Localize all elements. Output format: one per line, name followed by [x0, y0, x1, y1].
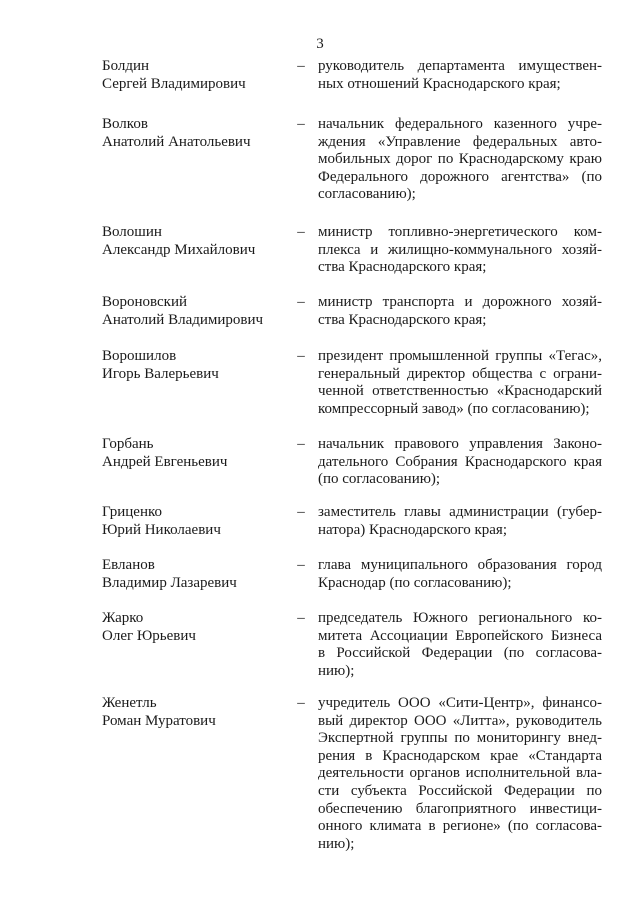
position-description	[318, 504, 602, 539]
given-names: Владимир Лазаревич	[102, 574, 237, 591]
description-line: в Российской Федерации (по согласова-	[318, 645, 602, 662]
position-description	[318, 436, 602, 489]
given-names: Игорь Валерьевич	[102, 365, 219, 382]
description-line: глава муниципального образования город	[318, 557, 602, 573]
person-name	[102, 436, 282, 471]
description-line: онного климата в регионе» (по согласова-	[318, 818, 602, 835]
surname: Жарко	[102, 610, 144, 626]
given-names: Александр Михайлович	[102, 241, 256, 258]
description-line: министр транспорта и дорожного хозяй-	[318, 294, 602, 310]
person-name	[102, 610, 282, 645]
list-item	[0, 58, 640, 116]
given-names: Роман Муратович	[102, 712, 216, 729]
surname: Волошин	[102, 224, 162, 240]
given-names: Юрий Николаевич	[102, 521, 221, 538]
dash-separator: –	[297, 224, 305, 240]
surname: Вороновский	[102, 294, 188, 310]
list-item	[0, 695, 640, 865]
person-name	[102, 695, 282, 730]
description-line: обеспечению благоприятного инвестици-	[318, 800, 602, 817]
position-description	[318, 224, 602, 277]
dash-separator: –	[297, 557, 305, 573]
members-list	[0, 58, 640, 865]
description-line: ства Краснодарского края;	[318, 311, 487, 328]
list-item	[0, 557, 640, 610]
description-line: ных отношений Краснодарского края;	[318, 75, 561, 92]
description-line: учредитель ООО «Сити-Центр», финансо-	[318, 695, 602, 711]
description-line: нию);	[318, 835, 355, 852]
description-line: мобильных дорог по Краснодарскому краю	[318, 151, 602, 168]
person-name	[102, 116, 282, 151]
surname: Болдин	[102, 58, 150, 74]
description-line: дательного Собрания Краснодарского края	[318, 453, 602, 470]
surname: Волков	[102, 116, 148, 132]
list-item	[0, 116, 640, 224]
description-line: натора) Краснодарского края;	[318, 521, 507, 538]
surname: Горбань	[102, 436, 154, 452]
dash-separator: –	[297, 116, 305, 132]
description-line: Экспертной группы по мониторингу внед-	[318, 730, 602, 747]
given-names: Анатолий Анатольевич	[102, 133, 251, 150]
description-line: ства Краснодарского края;	[318, 259, 487, 276]
person-name	[102, 224, 282, 259]
description-line: сти субъекта Российской Федерации по	[318, 782, 602, 799]
description-line: Федерального дорожного агентства» (по	[318, 168, 602, 185]
description-line: (по согласованию);	[318, 471, 441, 488]
surname: Гриценко	[102, 504, 162, 520]
dash-separator: –	[297, 695, 305, 711]
description-line: Краснодар (по согласованию);	[318, 574, 512, 591]
description-line: деятельности органов исполнительной вла-	[318, 765, 602, 782]
dash-separator: –	[297, 58, 305, 74]
surname: Женетль	[102, 695, 157, 711]
dash-separator: –	[297, 294, 305, 310]
list-item	[0, 224, 640, 294]
description-line: председатель Южного регионального ко-	[318, 610, 602, 626]
position-description	[318, 294, 602, 329]
person-name	[102, 348, 282, 383]
person-name	[102, 504, 282, 539]
list-item	[0, 348, 640, 436]
position-description	[318, 695, 602, 853]
description-line: президент промышленной группы «Тегас»,	[318, 348, 602, 364]
description-line: министр топливно-энергетического ком-	[318, 224, 602, 240]
description-line: рения в Краснодарском крае «Стандарта	[318, 747, 602, 764]
given-names: Анатолий Владимирович	[102, 311, 264, 328]
description-line: митета Ассоциации Европейского Бизнеса	[318, 627, 602, 644]
person-name	[102, 58, 282, 93]
surname: Ворошилов	[102, 348, 177, 364]
description-line: заместитель главы администрации (губер-	[318, 504, 602, 520]
given-names: Сергей Владимирович	[102, 75, 246, 92]
description-line: ченной ответственностью «Краснодарский	[318, 383, 602, 400]
description-line: начальник федерального казенного учре-	[318, 116, 602, 132]
list-item	[0, 504, 640, 557]
given-names: Олег Юрьевич	[102, 627, 196, 644]
person-name	[102, 557, 282, 592]
given-names: Андрей Евгеньевич	[102, 453, 228, 470]
position-description	[318, 116, 602, 204]
dash-separator: –	[297, 436, 305, 452]
list-item	[0, 294, 640, 348]
description-line: компрессорный завод» (по согласованию);	[318, 400, 590, 417]
description-line: ждения «Управление федеральных авто-	[318, 133, 602, 150]
description-line: согласованию);	[318, 186, 416, 203]
position-description	[318, 610, 602, 680]
position-description	[318, 58, 602, 93]
description-line: начальник правового управления Законо-	[318, 436, 602, 452]
description-line: плекса и жилищно-коммунального хозяй-	[318, 241, 602, 258]
list-item	[0, 610, 640, 695]
dash-separator: –	[297, 348, 305, 364]
dash-separator: –	[297, 504, 305, 520]
description-line: руководитель департамента имуществен-	[318, 58, 602, 74]
surname: Евланов	[102, 557, 155, 573]
position-description	[318, 348, 602, 418]
description-line: вый директор ООО «Литта», руководитель	[318, 712, 602, 729]
person-name	[102, 294, 282, 329]
position-description	[318, 557, 602, 592]
page-number: 3	[316, 36, 324, 52]
list-item	[0, 436, 640, 504]
description-line: нию);	[318, 662, 355, 679]
description-line: генеральный директор общества с ограни-	[318, 365, 602, 382]
dash-separator: –	[297, 610, 305, 626]
